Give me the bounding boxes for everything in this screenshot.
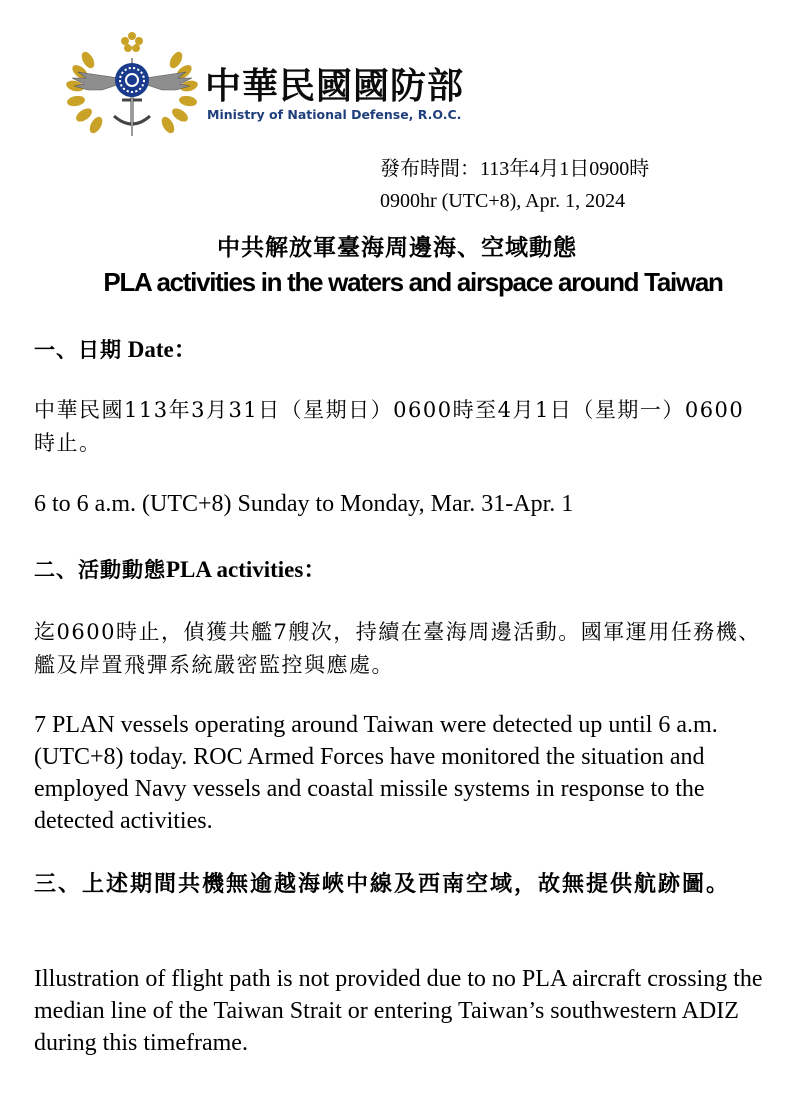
section-1-body-en: 6 to 6 a.m. (UTC+8) Sunday to Monday, Mar. 31-Apr. 1 [34, 491, 574, 517]
publish-time-en: 0900hr (UTC+8), Apr. 1, 2024 [380, 190, 626, 212]
ministry-name-cn: 中華民國國防部 [205, 66, 465, 107]
section-3-heading: 三、上述期間共機無逾越海峽中線及西南空域，故無提供航跡圖。 [34, 871, 731, 897]
ministry-header [58, 28, 518, 140]
page-title-en: PLA activities in the waters and airspace around Taiwan [103, 267, 723, 297]
page-title-cn: 中共解放軍臺海周邊海、空域動態 [217, 234, 577, 261]
section-2-heading-cn: 二、活動動態 [34, 557, 166, 582]
section-1-heading-cn: 一、日期 [34, 337, 122, 362]
mnd-emblem-icon [58, 28, 206, 140]
section-2-body-cn: 迄0600時止，偵獲共艦7艘次，持續在臺海周邊活動。國軍運用任務機、艦及岸置飛彈系統嚴密監控與應處。 [34, 620, 761, 677]
section-3-body-en: Illustration of flight path is not provided due to no PLA aircraft crossing the median line of the Taiwan Strait or entering Taiwan’s southwestern ADIZ during this timeframe. [34, 966, 763, 1056]
section-1-heading-en: Date： [122, 337, 197, 362]
ministry-name-en: Ministry of National Defense, R.O.C. [207, 107, 462, 122]
section-1-body-cn: 中華民國113年3月31日（星期日）0600時至4月1日（星期一）0600時止。 [34, 398, 745, 455]
section-2-body-en: 7 PLAN vessels operating around Taiwan were detected up until 6 a.m. (UTC+8) today. ROC Armed Forces have monitored the situation and employed Navy vessels and coastal missile systems in response to the detected activities. [34, 712, 718, 834]
section-2-heading-en: PLA activities： [166, 557, 327, 582]
publish-time-cn: 發布時間：113年4月1日0900時 [380, 158, 650, 180]
section-2-heading [34, 551, 326, 584]
section-1-heading [34, 331, 197, 364]
publish-time [380, 153, 649, 217]
